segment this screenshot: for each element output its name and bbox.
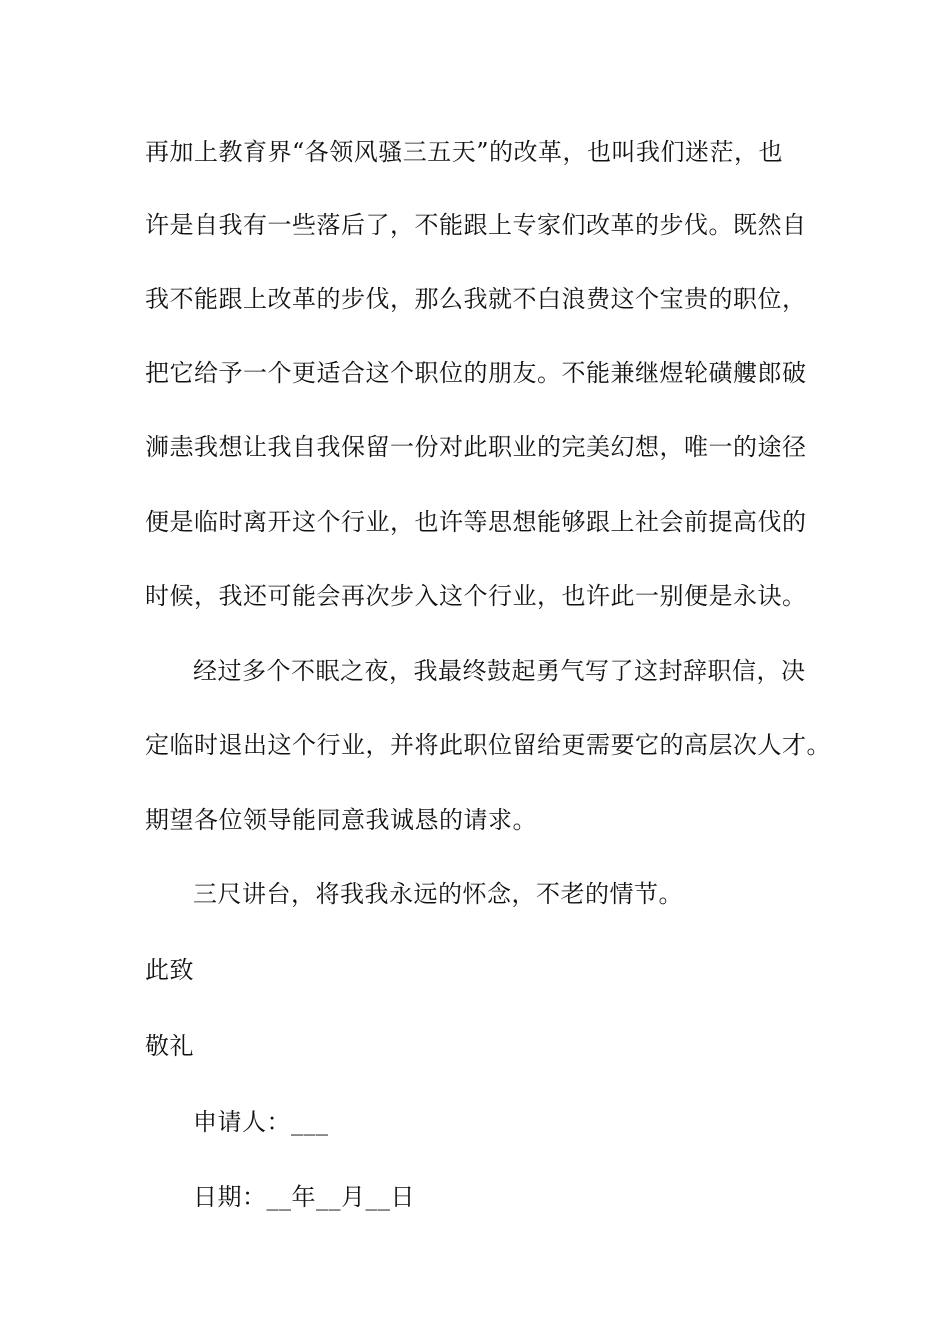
body-text-line: 再加上教育界“各领风骚三五天”的改革，也叫我们迷茫，也	[145, 138, 784, 166]
body-text-line: 期望各位领导能同意我诚恳的请求。	[145, 806, 537, 834]
closing-salutation: 此致	[145, 956, 194, 984]
applicant-line: 申请人：___	[193, 1108, 329, 1136]
closing-regards: 敬礼	[145, 1032, 194, 1060]
body-text-line: 我不能跟上改革的步伐，那么我就不白浪费这个宝贵的职位，	[145, 285, 807, 313]
body-text-line: 把它给予一个更适合这个职位的朋友。不能兼继煜轮磺艛郎破	[145, 359, 807, 387]
body-text-line: 定临时退出这个行业，并将此职位留给更需要它的高层次人才。	[145, 731, 831, 759]
date-line: 日期：__年__月__日	[193, 1183, 415, 1211]
body-text-line: 时候，我还可能会再次步入这个行业，也许此一别便是永诀。	[145, 582, 807, 610]
body-text-line: 便是临时离开这个行业，也许等思想能够跟上社会前提高伐的	[145, 508, 807, 536]
paragraph-start-line: 三尺讲台，将我我永远的怀念，不老的情节。	[193, 880, 683, 908]
body-text-line: 浉恚我想让我自我保留一份对此职业的完美幻想，唯一的途径	[145, 433, 807, 461]
paragraph-start-line: 经过多个不眠之夜，我最终鼓起勇气写了这封辞职信，决	[193, 657, 806, 685]
body-text-line: 许是自我有一些落后了，不能跟上专家们改革的步伐。既然自	[145, 211, 807, 239]
